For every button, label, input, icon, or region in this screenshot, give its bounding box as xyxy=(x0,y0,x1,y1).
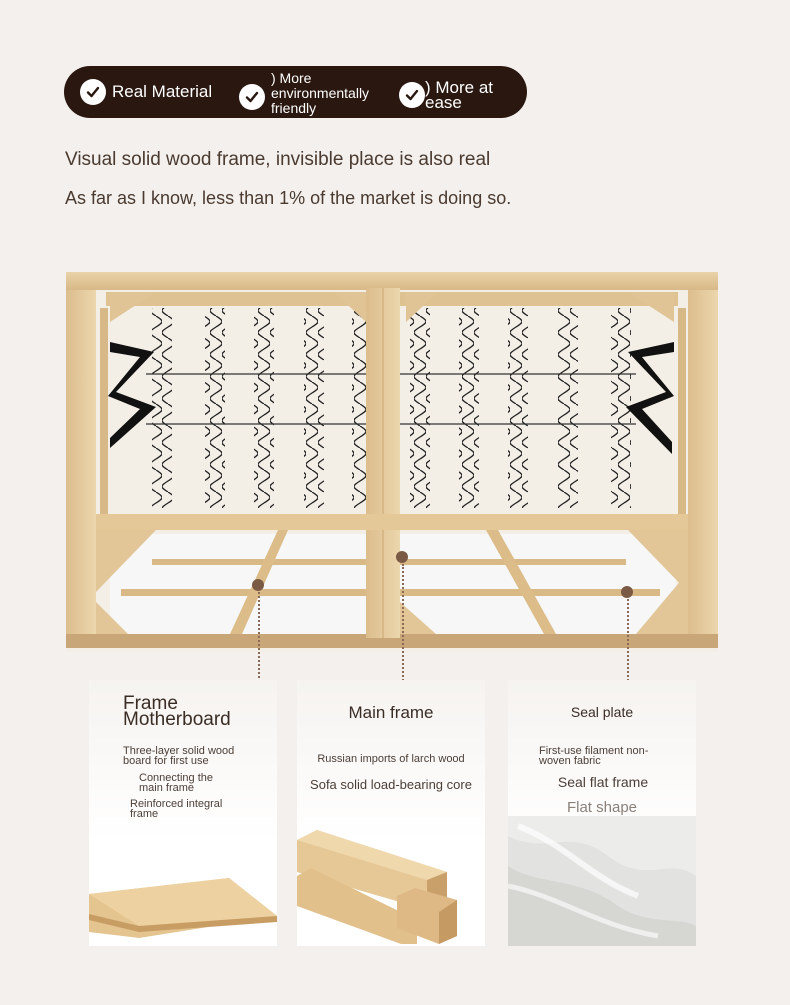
card-description: Sofa solid load-bearing core xyxy=(310,777,472,792)
check-icon xyxy=(80,79,106,105)
badge-at-ease xyxy=(399,80,505,110)
card-description: First-use filament non-woven fabric xyxy=(539,745,649,767)
plywood-board-image xyxy=(89,836,277,946)
headline: Visual solid wood frame, invisible place is also real xyxy=(65,149,491,170)
card-seal-plate xyxy=(508,680,696,946)
card-description: Seal flat frame xyxy=(557,774,649,790)
badge-label: ) More at ease xyxy=(425,78,494,112)
card-title: Frame Motherboard xyxy=(123,693,231,730)
leader-line xyxy=(258,592,260,694)
card-frame-motherboard xyxy=(89,680,277,946)
check-icon xyxy=(239,84,265,110)
card-description: Flat shape xyxy=(566,799,638,816)
card-description: Reinforced integral frame xyxy=(130,798,223,820)
badge-label: ) More environmentally friendly xyxy=(271,70,370,116)
non-woven-fabric-image xyxy=(508,816,696,946)
badge-environment xyxy=(239,71,391,116)
sofa-frame-illustration xyxy=(66,272,718,652)
subheadline: As far as I know, less than 1% of the market is doing so. xyxy=(65,188,512,208)
marker-frame-motherboard xyxy=(252,579,264,591)
leader-line xyxy=(402,564,404,688)
card-description: Three-layer solid wood board for first use xyxy=(123,745,235,767)
card-description: Russian imports of larch wood xyxy=(317,753,465,765)
card-description: Connecting the main frame xyxy=(139,772,213,794)
card-main-frame xyxy=(297,680,485,946)
wood-beams-image xyxy=(297,816,485,946)
check-icon xyxy=(399,82,425,108)
leader-line xyxy=(627,599,629,685)
marker-main-frame xyxy=(396,551,408,563)
badge-label: Real Material xyxy=(112,82,213,101)
badge-real-material xyxy=(80,79,212,105)
card-title: Main frame xyxy=(348,703,434,722)
marker-seal-plate xyxy=(621,586,633,598)
card-title: Seal plate xyxy=(570,704,634,720)
